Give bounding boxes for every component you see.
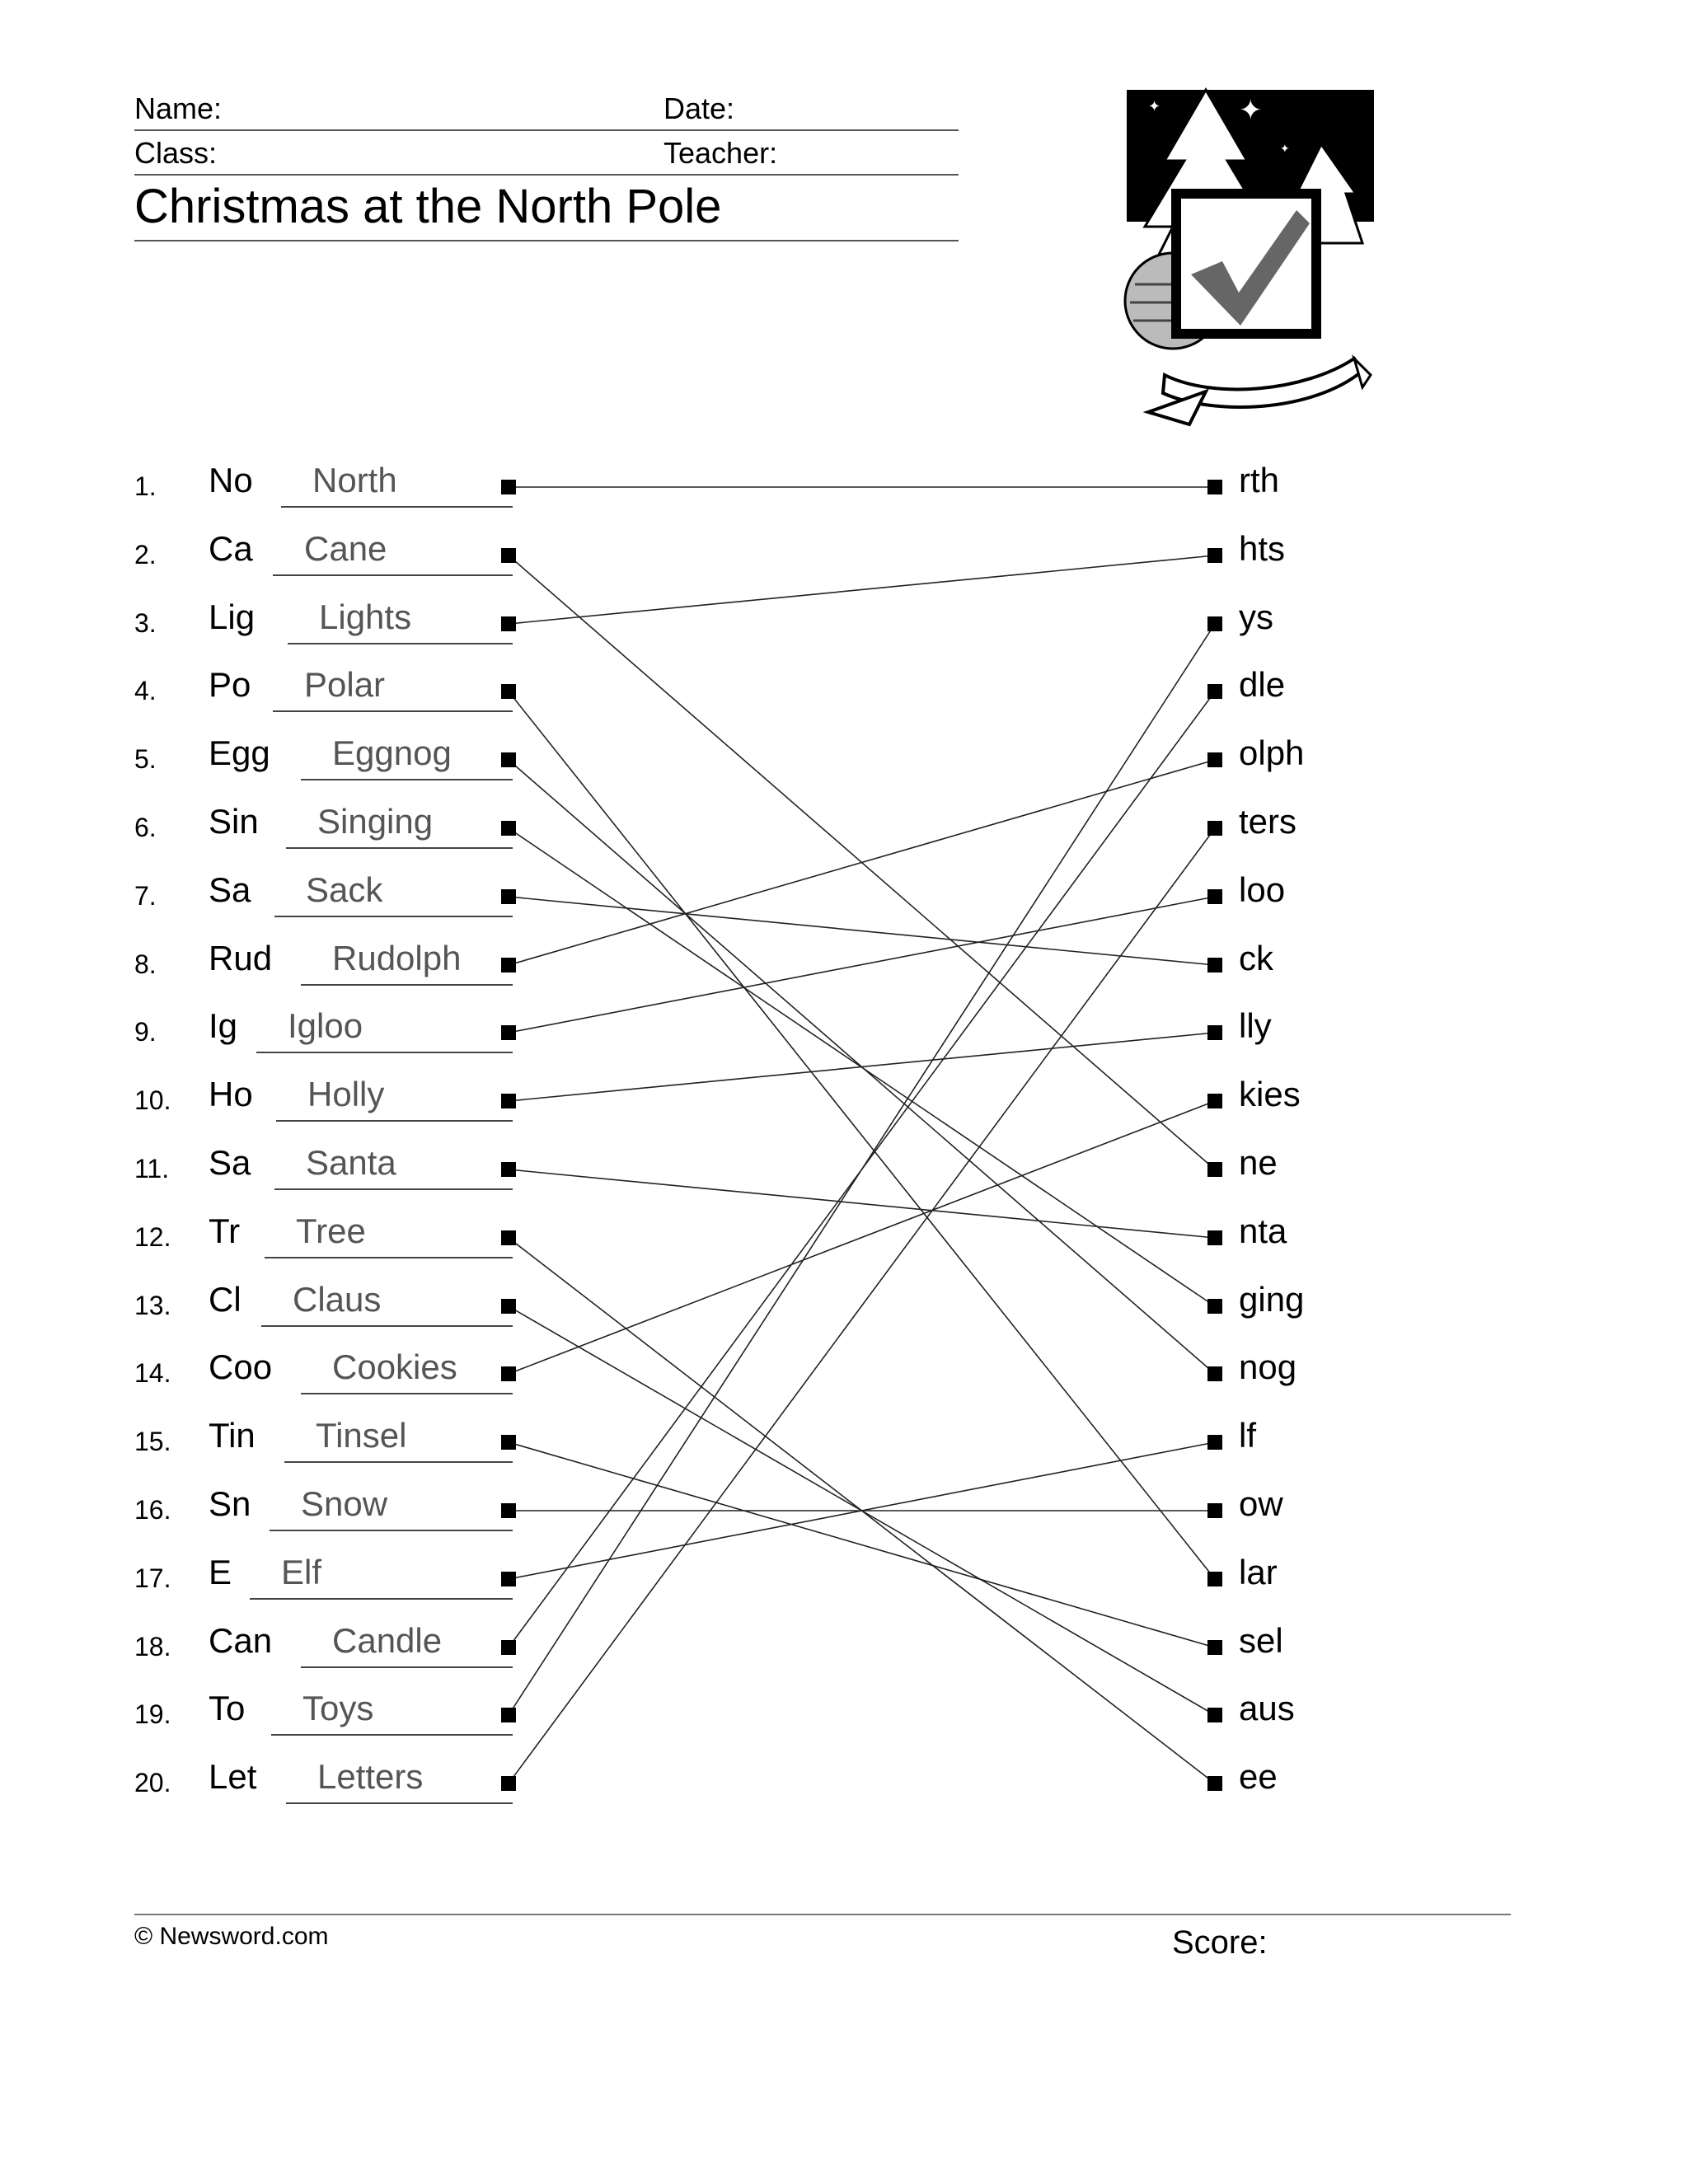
answer-field[interactable]: Polar [304,665,386,704]
word-suffix: lf [1239,1416,1256,1455]
word-prefix: Can [209,1621,273,1660]
list-item [0,1407,1688,1473]
list-item [0,520,1688,586]
right-match-marker[interactable] [1207,1572,1222,1586]
word-prefix: E [209,1553,232,1591]
answer-line [301,984,513,986]
right-match-marker[interactable] [1207,684,1222,699]
left-match-marker[interactable] [501,684,516,699]
left-match-marker[interactable] [501,1162,516,1177]
list-item [0,452,1688,518]
answer-field[interactable]: Cookies [332,1347,457,1386]
right-match-marker[interactable] [1207,1299,1222,1314]
right-match-marker[interactable] [1207,1776,1222,1791]
answer-line [265,1257,513,1258]
left-match-marker[interactable] [501,752,516,767]
list-item [0,656,1688,722]
right-match-marker[interactable] [1207,1094,1222,1108]
answer-line [273,574,513,576]
list-item [0,1066,1688,1132]
answer-field[interactable]: Holly [307,1075,385,1113]
list-item [0,1680,1688,1746]
footer-rule [134,1914,1511,1915]
word-prefix: Sa [209,1143,251,1182]
list-item [0,793,1688,859]
word-suffix: hts [1239,529,1286,568]
item-number: 10. [134,1085,171,1115]
word-suffix: loo [1239,870,1286,909]
left-match-marker[interactable] [501,889,516,904]
word-prefix: Ho [209,1075,253,1113]
list-item [0,1202,1688,1268]
answer-field[interactable]: Toys [302,1689,374,1727]
answer-field[interactable]: Letters [317,1757,424,1796]
left-match-marker[interactable] [501,1435,516,1450]
answer-line [286,847,513,849]
word-prefix: Tr [209,1212,241,1250]
item-number: 13. [134,1291,171,1320]
class-label: Class: [134,136,218,170]
left-match-marker[interactable] [501,616,516,631]
answer-field[interactable]: Singing [317,802,434,841]
svg-text:✦: ✦ [1280,143,1290,156]
list-item [0,724,1688,790]
word-suffix: olph [1239,733,1305,772]
answer-line [301,1393,513,1394]
answer-line [274,916,513,917]
item-number: 5. [134,744,157,774]
right-match-marker[interactable] [1207,1366,1222,1381]
word-suffix: ck [1239,939,1273,977]
word-suffix: rth [1239,461,1280,499]
answer-field[interactable]: Sack [306,870,383,909]
right-match-marker[interactable] [1207,1503,1222,1518]
answer-field[interactable]: Snow [301,1484,388,1523]
left-match-marker[interactable] [501,1708,516,1722]
answer-field[interactable]: Eggnog [332,733,452,772]
item-number: 8. [134,949,157,979]
left-match-marker[interactable] [501,1640,516,1655]
list-item [0,1338,1688,1404]
right-match-marker[interactable] [1207,752,1222,767]
word-suffix: lly [1239,1006,1272,1045]
item-number: 20. [134,1768,171,1797]
answer-field[interactable]: Rudolph [332,939,462,977]
right-match-marker[interactable] [1207,958,1222,972]
answer-line [301,779,513,780]
item-number: 19. [134,1699,171,1729]
name-label: Name: [134,91,223,125]
answer-field[interactable]: Tree [296,1212,366,1250]
right-match-marker[interactable] [1207,1708,1222,1722]
left-match-marker[interactable] [501,958,516,972]
answer-line [274,1188,513,1190]
word-prefix: Ig [209,1006,238,1045]
word-prefix: Egg [209,733,270,772]
answer-line [250,1598,513,1600]
item-number: 12. [134,1222,171,1252]
left-match-marker[interactable] [501,1230,516,1245]
word-prefix: Sa [209,870,251,909]
answer-field[interactable]: Lights [319,598,412,636]
word-prefix: No [209,461,253,499]
list-item [0,1748,1688,1814]
score-label: Score: [1172,1924,1268,1961]
left-match-marker[interactable] [501,1299,516,1314]
copyright-text: © Newsword.com [134,1923,329,1950]
answer-field[interactable]: Claus [293,1280,382,1319]
word-suffix: nta [1239,1212,1287,1250]
item-number: 17. [134,1563,171,1593]
left-match-marker[interactable] [501,1572,516,1586]
right-match-marker[interactable] [1207,480,1222,494]
word-prefix: Cl [209,1280,241,1319]
list-item [0,1544,1688,1610]
word-suffix: nog [1239,1347,1297,1386]
word-prefix: Coo [209,1347,273,1386]
item-number: 14. [134,1358,171,1388]
word-suffix: ow [1239,1484,1283,1523]
left-match-marker[interactable] [501,480,516,494]
item-number: 9. [134,1017,157,1047]
item-number: 6. [134,813,157,842]
word-prefix: Sin [209,802,259,841]
word-prefix: Rud [209,939,273,977]
right-match-marker[interactable] [1207,1640,1222,1655]
item-number: 16. [134,1495,171,1525]
answer-line [270,1530,513,1531]
left-match-marker[interactable] [501,1094,516,1108]
svg-text:✦: ✦ [1148,98,1161,115]
word-suffix: kies [1239,1075,1301,1113]
right-match-marker[interactable] [1207,1162,1222,1177]
left-match-marker[interactable] [501,1025,516,1040]
answer-field[interactable]: North [312,461,397,499]
word-suffix: sel [1239,1621,1283,1660]
word-suffix: ne [1239,1143,1278,1182]
word-prefix: Let [209,1757,257,1796]
answer-field[interactable]: Elf [281,1553,322,1591]
answer-line [288,643,513,644]
word-suffix: aus [1239,1689,1295,1727]
word-suffix: dle [1239,665,1286,704]
item-number: 18. [134,1632,171,1661]
right-match-marker[interactable] [1207,889,1222,904]
right-match-marker[interactable] [1207,1435,1222,1450]
item-number: 7. [134,881,157,911]
answer-line [301,1666,513,1668]
word-prefix: Ca [209,529,253,568]
list-item [0,588,1688,654]
answer-line [286,1802,513,1804]
answer-line [256,1052,513,1053]
answer-field[interactable]: Candle [332,1621,443,1660]
item-number: 2. [134,540,157,569]
teacher-label: Teacher: [663,136,778,170]
answer-field[interactable]: Tinsel [316,1416,407,1455]
left-match-marker[interactable] [501,1366,516,1381]
list-item [0,997,1688,1063]
left-match-marker[interactable] [501,548,516,563]
answer-field[interactable]: Cane [304,529,387,568]
list-item [0,930,1688,996]
page-title: Christmas at the North Pole [134,180,722,233]
item-number: 4. [134,676,157,705]
answer-line [261,1325,513,1327]
word-suffix: ys [1239,598,1273,636]
answer-line [276,1120,513,1122]
list-item [0,1475,1688,1541]
list-item [0,1612,1688,1678]
list-item [0,1271,1688,1337]
right-match-marker[interactable] [1207,1230,1222,1245]
date-label: Date: [663,91,735,125]
answer-line [271,1734,513,1736]
left-match-marker[interactable] [501,1503,516,1518]
list-item [0,861,1688,927]
word-prefix: Sn [209,1484,251,1523]
word-prefix: Po [209,665,251,704]
word-prefix: To [209,1689,246,1727]
word-suffix: ging [1239,1280,1305,1319]
answer-field[interactable]: Santa [306,1143,396,1182]
item-number: 1. [134,471,157,501]
answer-line [284,1461,513,1463]
item-number: 11. [134,1154,170,1183]
word-suffix: ee [1239,1757,1278,1796]
word-suffix: ters [1239,802,1297,841]
right-match-marker[interactable] [1207,616,1222,631]
word-prefix: Lig [209,598,256,636]
list-item [0,1134,1688,1200]
svg-text:✦: ✦ [1239,94,1263,127]
right-match-marker[interactable] [1207,821,1222,836]
left-match-marker[interactable] [501,1776,516,1791]
right-match-marker[interactable] [1207,548,1222,563]
answer-line [281,506,513,508]
answer-line [273,710,513,712]
item-number: 15. [134,1427,171,1456]
word-prefix: Tin [209,1416,256,1455]
left-match-marker[interactable] [501,821,516,836]
word-suffix: lar [1239,1553,1278,1591]
item-number: 3. [134,608,157,638]
answer-field[interactable]: Igloo [288,1006,363,1045]
right-match-marker[interactable] [1207,1025,1222,1040]
